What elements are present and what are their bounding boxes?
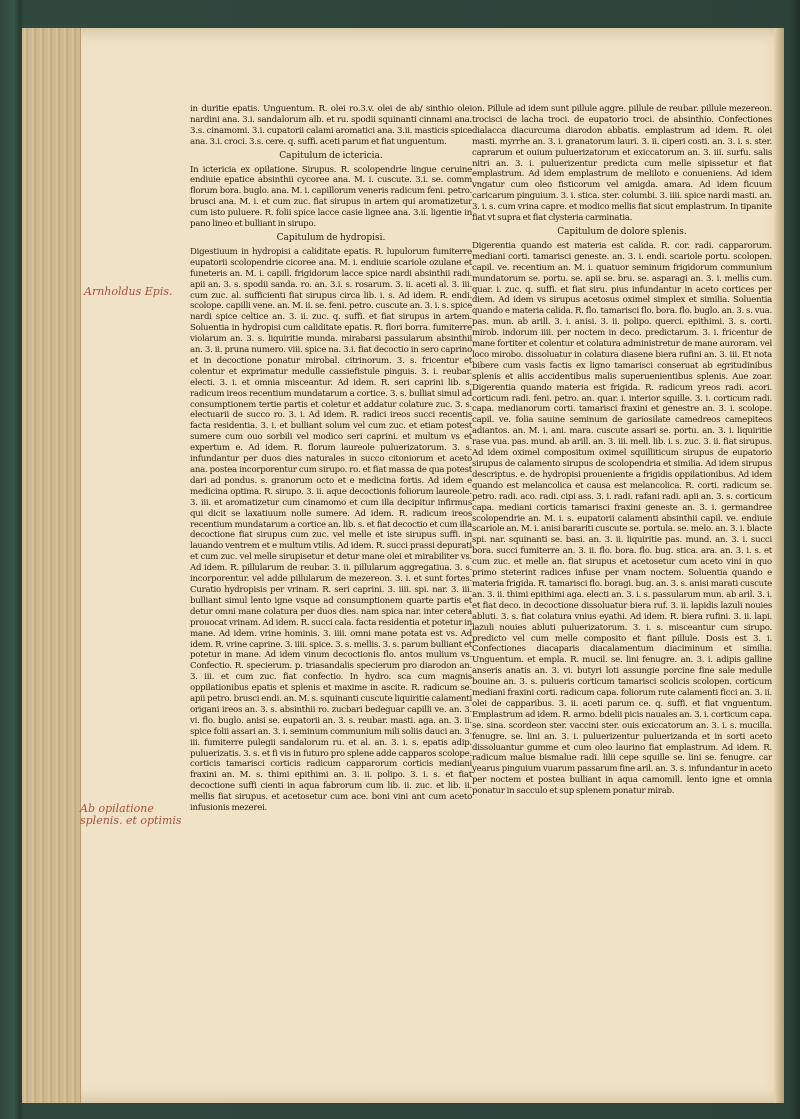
chapter-heading: Capitulum de dolore splenis. [557,226,687,237]
margin-note-2: Ab opilatione splenis. et optimis [80,802,182,827]
paragraph: on. Pillule ad idem sunt pillule aggre. pillule de reubar. pillule mezereon. trocisci de lacha troci. de eupatorio troci. de absinthio. Confectiones dialacca diacurcuma diarodon abbatis. emplastrum ad idem. R. olei masti. myrrhe an. 3. i. granatorum lauri. 3. ii. ciperi costi. an. 3. i. s. ster. caprarum et ouium puluerizatorum et exiccatorum an. 3. iii. surfu. salis nitri an. 3. i. puluerizentur predicta cum melle sipissetur et fiat emplastrum. Ad idem emplastrum de meliloto e conueniens. Ad idem vngatur cum oleo fisticorum vel amigda. amara. Ad idem ficuum caricarum pinguium. 3. i. stica. ster. columbi. 3. iiii. spice nardi masti. an. 3. i. s. cum vrina capre. et modico mellis fiat sicut emplastrum. In tipanite fiat vt supra et fiat clysteria carminatia. [472,104,772,224]
paragraph: In ictericia ex opilatione. Sirupus. R. scolopendrie lingue ceruine endiuie epatice absinthii cycoree ana. M. i. cuscute. 3.i. se. comm florum bora. buglo. ana. M. i. capillorum veneris radicum feni. petro. brusci ana. M. i. et cum zuc. fiat sirupus in artem qui aromatizetur cum isto puluere. R. folii spice lacce casie lignee ana. 3.ii. ligentie in pano lineo et bulliant in sirupo. [190,164,472,230]
book-page [22,28,784,1103]
paragraph: Digerentia quando est materia est calida. R. cor. radi. capparorum. mediani corti. tamarisci geneste. an. 3. i. endi. scariole portu. scolopen. capil. ve. recentium an. M. i. quatuor seminum frigidorum communium mundatorum se. portu. se. apii se. bru. se. asparagi an. 3. i. mellis cum. quar. i. zuc. q. suffi. et fiat siru. pius infundantur in aceto cortices per diem. Ad idem vs sirupus acetosus oximel simplex et similia. Soluentia quando e materia calida. R. flo. tamarisci flo. bora. flo. buglo. an. 3. s. vua. pas. mun. ab arill. 3. i. anisi. 3. ii. polipo. querci. epithimi. 3. s. corti. mirob. indorum iiii. per noctem in deco. predictarum. 3. i. fricentur de mane fortiter et colentur et colatura administretur de mane auroram. vel loco mirobo. dissoluatur in colatura diasene biera rufini an. 3. iii. Et nota bibere cum vasis factis ex ligno tamarisci conseruat ab egritudinibus splenis et aliis accidentibus malis superuenientibus splenis. Aue zoar. Digerentia quando materia est frigida. R. radicum yreos radi. acori. corticum radi. feni. petro. an. quar. i. interior squille. 3. i. corticum radi. capa. medianorum corti. tamarisci fraxini et genestre an. 3. i. scolope. capil. ve. folia sauine seminum de gariosilate camedreos camepiteos adiantos. an. M. i. ani. mara. cuscute assari se. portu. an. 3. i. liquiritie rase vua. pas. mund. ab arill. an. 3. iii. mell. lib. i. s. zuc. 3. ii. fiat sirupus. Ad idem oximel compositum oximel squilliticum sirupus de eupatorio sirupus de calamento sirupus de scolopendria et similia. Ad idem sirupus descriptus. e. de hydropisi proueniente a frigidis oppilationibus. Ad idem quando est melancolica et causa est melancolica. R. corti. radicum se. petro. radi. aco. radi. cipi ass. 3. i. radi. rafani radi. apii an. 3. s. corticum capa. mediani corticis tamarisci fraxini geneste an. 3. i. germandree scolopendrie an. M. i. s. eupatorii calamenti absinthii capil. ve. endiuie scariole an. M. i. anisi barariti cuscute se. portula. se. melo. an. 3. i. blacte spi. nar. squinanti se. basi. an. 3. ii. liquiritie pas. mund. an. 3. i. succi bora. succi fumiterre an. 3. ii. flo. bora. flo. bug. stica. ara. an. 3. i. s. et cum zuc. et melle an. fiat sirupus et acetosetur cum aceto vini in quo primo steterint radices infuse per vnam noctem. Soluentia quando e materia frigida. R. tamarisci flo. boragi. bug. an. 3. s. anisi marati cuscute an. 3. ii. thimi epithimi aga. electi an. 3. i. s. passularum mun. ab aril. 3. i. et fiat deco. in decoctione dissoluatur biera ruf. 3. ii. lapidis lazuli nouies abluti. 3. s. fiat colatura vnius eyathi. Ad idem. R. biera rufini. 3. ii. lapi. lazuli nouies abluti puluerizatorum. 3. i. s. misceantur cum sirupo. predicto vel cum melle composito et fiant pillule. Dosis est 3. i. Confectiones diacaparis diacalamentum diaciminum et similia. Unguentum. et empla. R. mucil. se. lini fenugre. an. 3. i. adipis galline anseris anatis an. 3. vi. butyri loti assungie porcine fine sale medulle bouine an. 3. s. pulueris corticum tamarisci scolicis scolopen. corticum mediani fraxini corti. radicum capa. foliorum rute calamenti ficci an. 3. ii. olei de capparibus. 3. ii. aceti parum ce. q. suffi. et fiat vnguentum. Emplastrum ad idem. R. armo. bdelii picis nauales an. 3. i. corticum capa. se. sina. scordeon ster. vaccini ster. ouis exiccatorum an. 3. i. s. mucilla. fenugre. se. lini an. 3. i. puluerizentur puluerizanda et in sorti aceto dissoluantur gumme et cum oleo laurino fiat emplastrum. Ad idem. R. radicum malue bismalue radi. lilii cepe squille se. lini se. fenugre. car yearus pinguium vuarum passarum fine aril. an. 3. s. infundantur in aceto per noctem et postea bulliant in aqua camomill. lento igne et omnia ponatur in sacculo et sup splenem ponatur mirab. [472,240,772,797]
paragraph: Digestiuum in hydropisi a caliditate epatis. R. lupulorum fumiterre eupatorii scolopendrie cicoree ana. M. i. endiuie scariole ozulane et funeteris an. M. i. capill. frigidorum lacce spice nardi absinthii radi. apii an. 3. s. spodii sanda. ro. an. 3.i. s. rosarum. 3. ii. aceti al. 3. iii. cum zuc. al. sufficienti fiat sirupus circa lib. i. s. Ad idem. R. endi. scolope. capilli vene. an. M. ii. se. feni. petro. cuscute an. 3. i. s. spice nardi spice celtice an. 3. ii. zuc. q. suffi. et fiat sirupus in artem. Soluentia in hydropisi cum caliditate epatis. R. flori borra. fumiterre violarum an. 3. s. liquiritie munda. mirabarsi passularum absinthii an. 3. ii. pruna numero. viii. spice na. 3.i. fiat decoctio in sero caprino et in decoctione ponatur mirobal. citrinorum. 3. s. fricentur et colentur et exprimatur medulle cassiefistule pinguis. 3. i. reubar. electi. 3. i. et omnia misceantur. Ad idem. R. seri caprini lib. s. radicum ireos recentium mundatarum a cortice. 3. s. bulliat simul ad consumptionem tertie partis et coletur et addatur colature zuc. 3. s. electuarii de succo ro. 3. i. Ad idem. R. radici ireos succi recentis facta residentia. 3. i. et bulliant solum vel cum zuc. et etiam potest sumere cum ouo sorbili vel modico seri caprini. et multum vs et expertum e. Ad idem. R. florum laureole puluerizatorum. 3. s. infundantur per duos dies naturales in succo citoniorum et aceto ana. postea incorporentur cum sirupo. ro. et fiat massa de qua potest dari ad pondus. s. granorum octo et e medicina fortis. Ad idem e medicina optima. R. sirupo. 3. ii. aque decoctionis foliorum laureole. 3. iii. et aromatizetur cum cinamomo et cum illa decipitur infirmus qui dicit se laxatiuum nolle sumere. Ad idem. R. radicum ireos recentium mundatarum a cortice an. lib. s. et fiat decoctio et cum illa decoctione fiat sirupus cum zuc. vel melle et iste sirupus suffi. in lauando ventrem et e multum vtilis. Ad idem. R. succi prassi depurati et cum zuc. vel melle sirupisetur et detur mane olei et mirabiliter vs. Ad idem. R. pillularum de reubar. 3. ii. pillularum aggregatiua. 3. s. incorporentur. vel adde pillularum de mezereon. 3. i. et sunt fortes. Curatio hydropisis per vrinam. R. seri caprini. 3. iiii. spi. nar. 3. iii. bulliant simul lento igne vsque ad consumptionem quarte partis et detur omni mane colatura per duos dies. nam spica nar. inter cetera prouocat vrinam. Ad idem. R. succi cala. facta residentia et potetur in mane. Ad idem. vrine hominis. 3. iiii. omni mane potata est vs. Ad idem. R. vrine caprine. 3. iiii. spice. 3. s. mellis. 3. s. parum bulliant et potetur in mane. Ad idem vinum decoctionis flo. antos mulium vs. Confectio. R. specierum. p. triasandalis specierum pro diarodon an. 3. iii. et cum zuc. fiat confectio. In hydro. sca cum magnis oppilationibus epatis et splenis et maxime in ascite. R. radicum se. apii petro. brusci endi. an. M. s. squinanti cuscute liquiritie calamenti origani ireos an. 3. s. absinthii ro. zucbari bedeguar capilli ve. an. 3. vi. flo. buglo. anisi se. eupatorii an. 3. s. reubar. masti. aga. an. 3. ii. spice folii assari an. 3. i. seminum communium mili soliis dauci an. 3. iii. fumiterre pulegii sandalorum ru. et al. an. 3. i. s. epatis adip. puluerizatis. 3. s. et fi vis in futuro pro splene adde capparos scolope. corticis tamarisci corticis radicum capparorum corticis mediani fraxini an. M. s. thimi epithimi an. 3. ii. polipo. 3. i. s. et fiat decoctione suffi cienti in aqua fabrorum cum lib. ii. zuc. et lib. ii. mellis fiat sirupus. et acetosetur cum ace. boni vini ant cum aceto infusionis mezerei. [190,246,472,814]
page-edges [22,28,81,1103]
chapter-heading: Capitulum de ictericia. [279,150,383,161]
chapter-heading: Capitulum de hydropisi. [276,232,386,243]
page-gutter [774,28,784,1103]
left-column [190,104,472,1114]
paragraph: in duritie epatis. Unguentum. R. olei ro.3.v. olei de ab/ sinthio olei nardini ana. 3.i. sandalorum alb. et ru. spodii squinanti cinnami ana. 3.s. cinamomi. 3.i. cupatorii calami aromatici ana. 3.ii. masticis spice ana. 3.i. croci. 3.s. cere. q. suffi. aceti parum et fiat unguentum. [190,104,472,147]
right-column [472,104,772,1114]
margin-note-1: Arnholdus Epis. [84,285,173,298]
